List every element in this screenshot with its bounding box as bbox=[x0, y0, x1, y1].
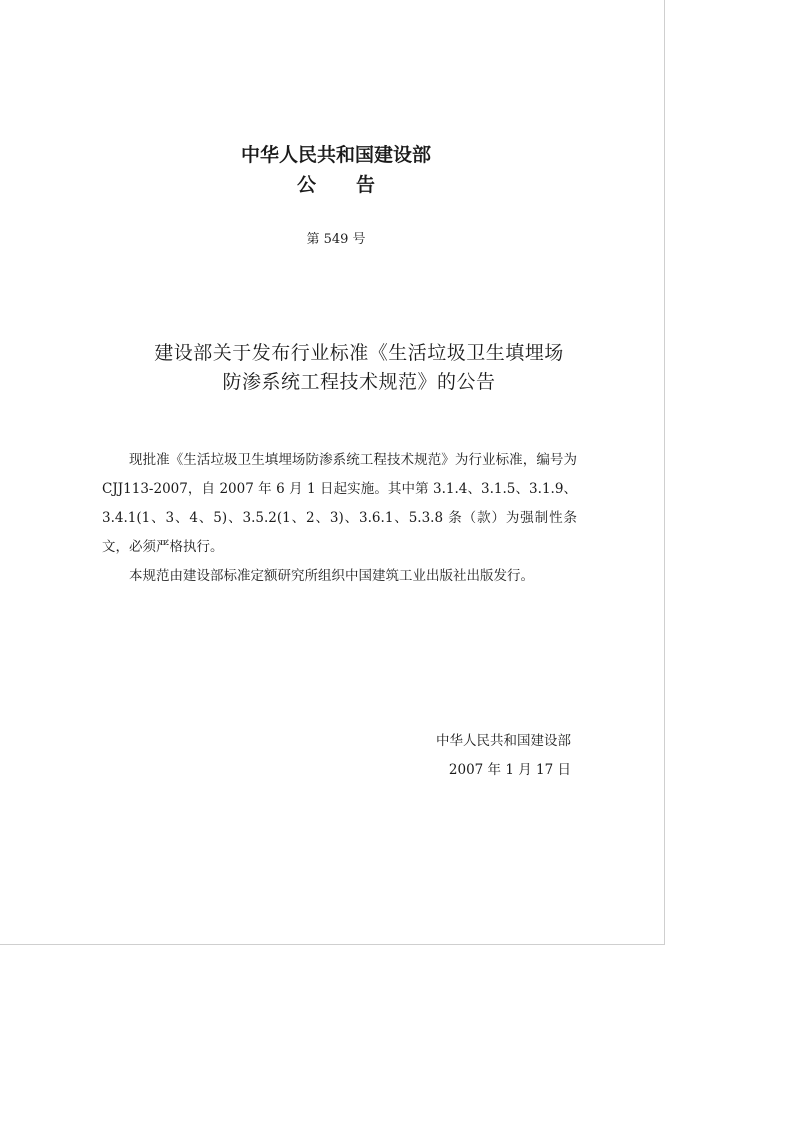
body-paragraph-2: 本规范由建设部标准定额研究所组织中国建筑工业出版社出版发行。 bbox=[129, 568, 534, 584]
signature-organization: 中华人民共和国建设部 bbox=[436, 733, 571, 749]
notice-title-line-2: 防渗系统工程技术规范》的公告 bbox=[222, 371, 496, 393]
signature-date: 2007 年 1 月 17 日 bbox=[448, 762, 571, 778]
document-number: 第 549 号 bbox=[306, 232, 366, 247]
issuer-heading: 中华人民共和国建设部 bbox=[240, 144, 431, 166]
notice-body bbox=[102, 446, 577, 591]
body-paragraph-1: 现批准《生活垃圾卫生填埋场防渗系统工程技术规范》为行业标准，编号为 CJJ113-2007，自 2007 年 6 月 1 日起实施。其中第 3.1.4、3.1.5、3.1.9、3.4.1(1、3、4、5)、3.5.2(1、2、3)、3.6.1、5.3.8 条（款）为强制性条文，必须严格执行。 bbox=[102, 452, 577, 555]
notice-title-line-1: 建设部关于发布行业标准《生活垃圾卫生填埋场 bbox=[154, 342, 564, 364]
document-type-heading: 公告 bbox=[296, 174, 415, 196]
